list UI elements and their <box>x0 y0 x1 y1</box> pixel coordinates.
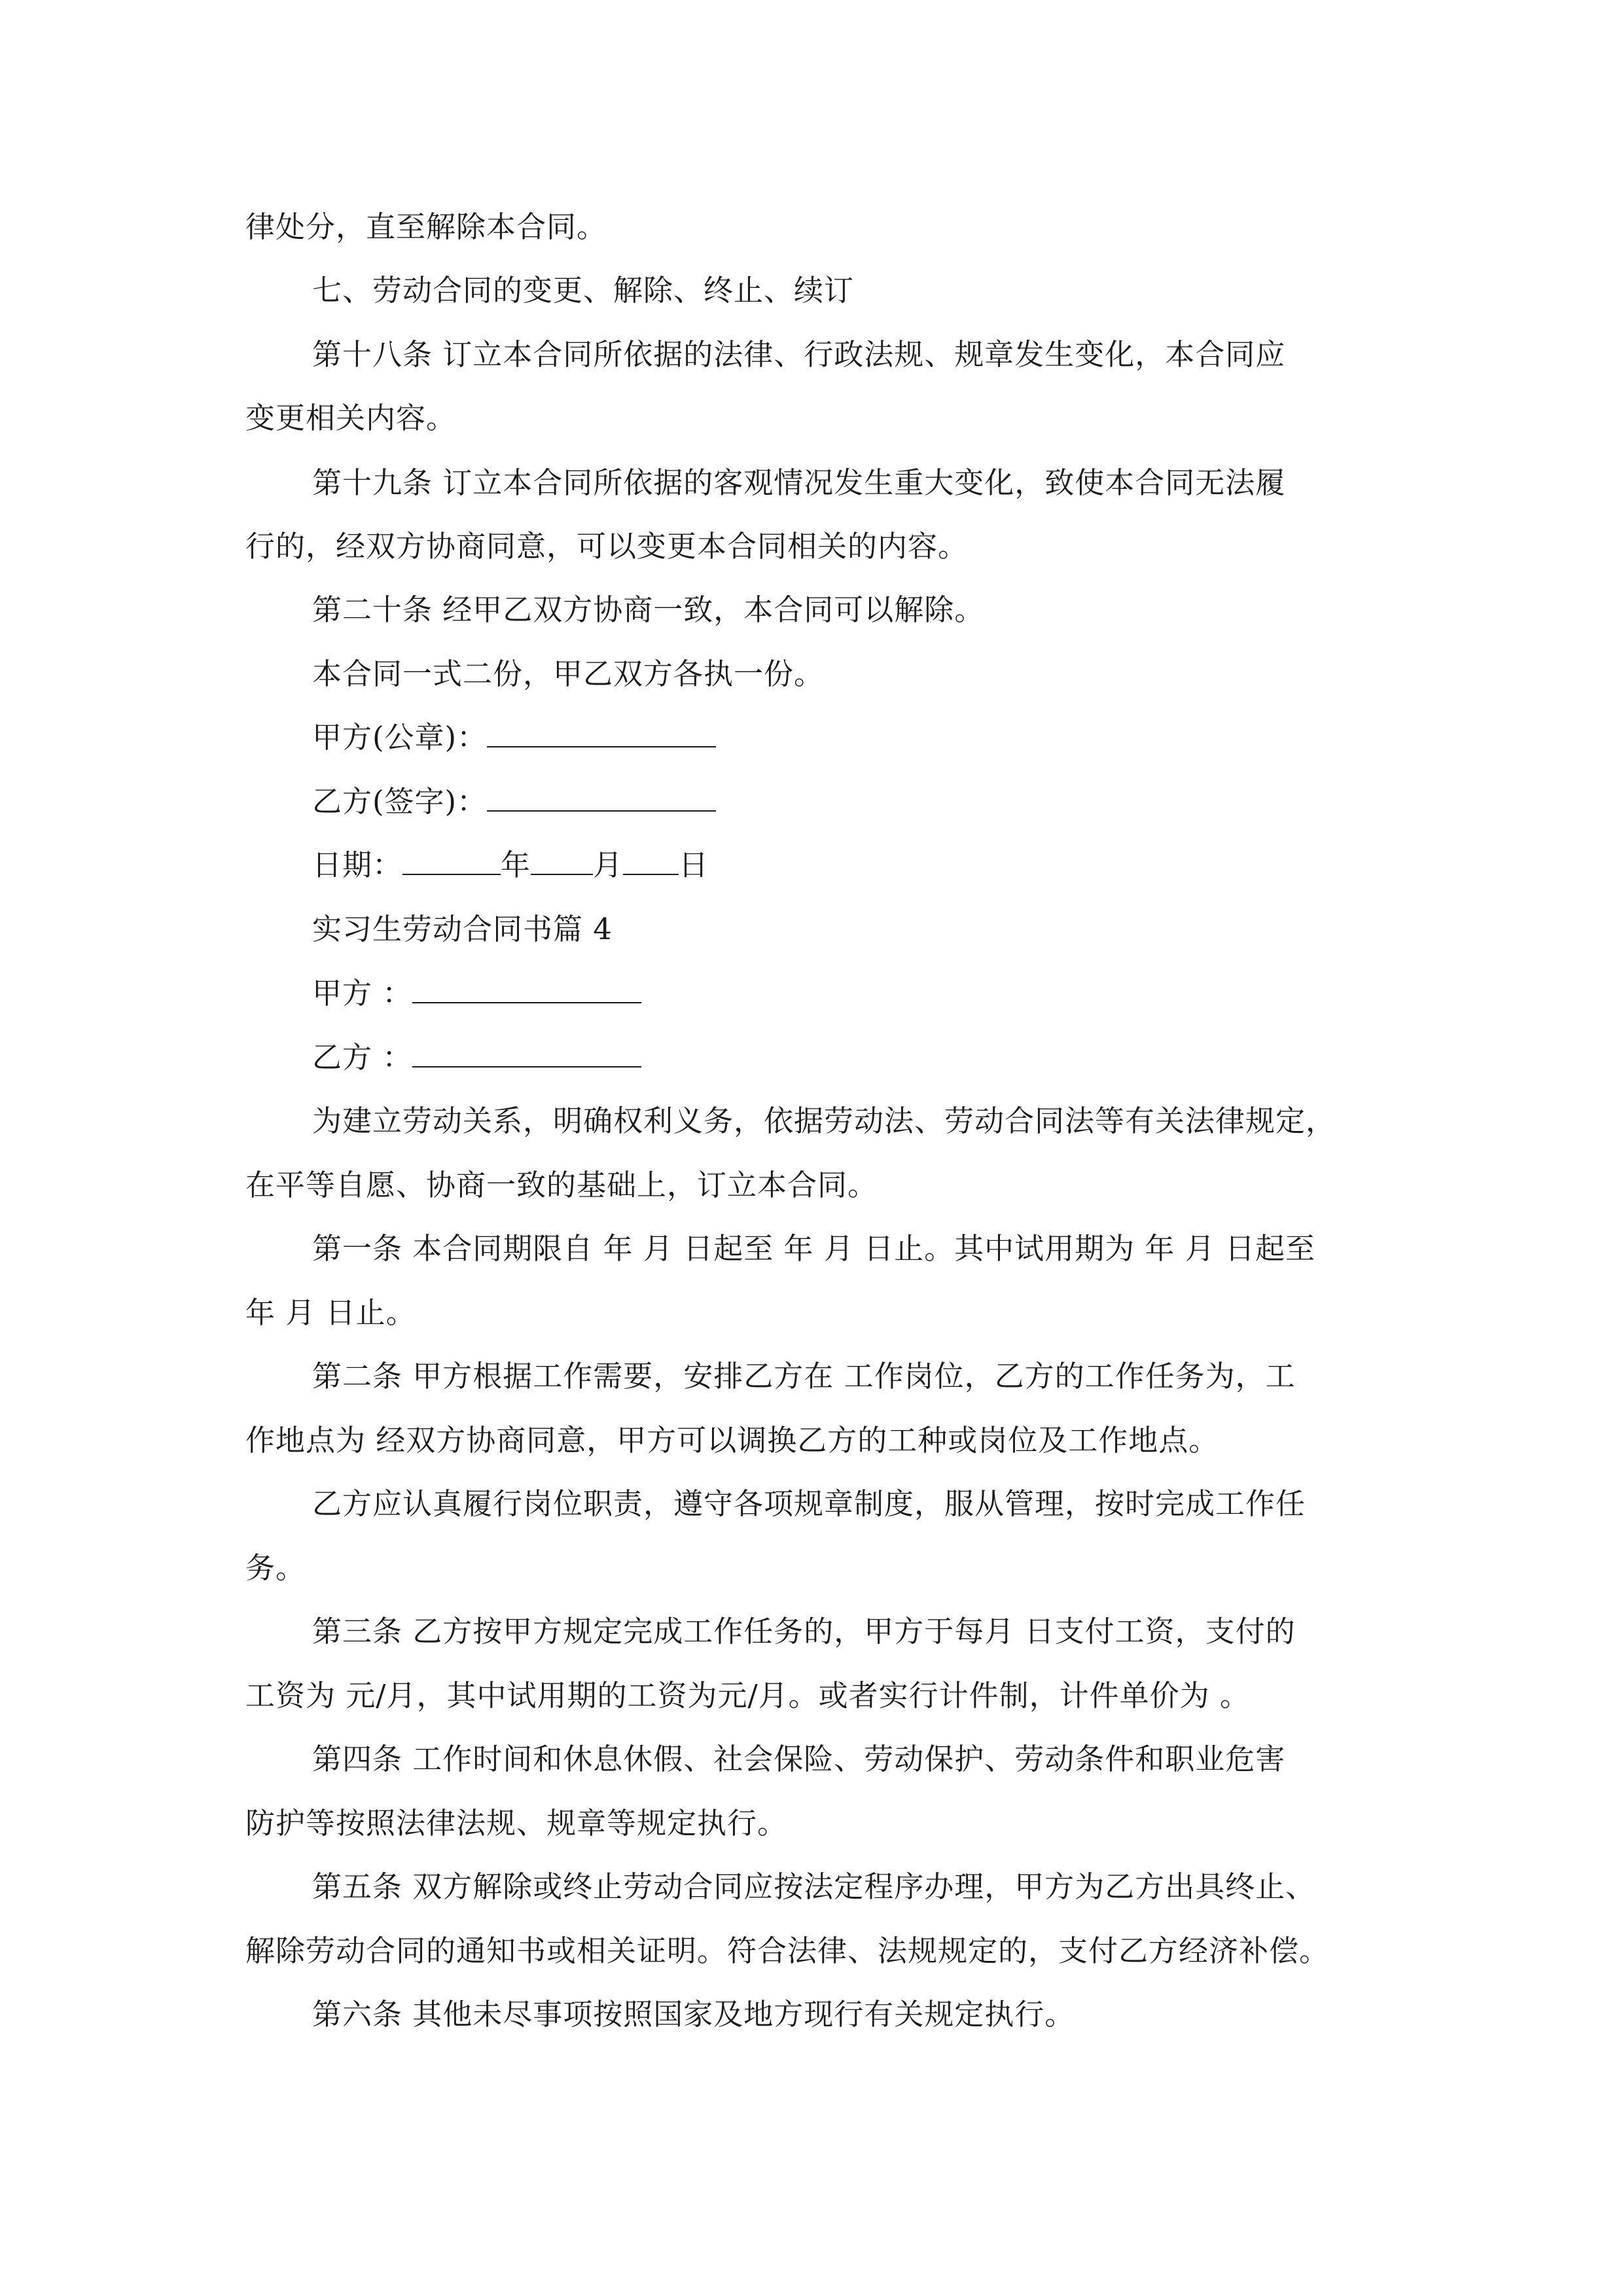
paragraph-line: 作地点为 经双方协商同意，甲方可以调换乙方的工种或岗位及工作地点。 <box>245 1423 1219 1458</box>
paragraph-line: 工资为 元/月，其中试用期的工资为元/月。或者实行计件制，计件单价为 。 <box>245 1678 1250 1713</box>
paragraph-line: 行的，经双方协商同意，可以变更本合同相关的内容。 <box>245 529 969 564</box>
paragraph-line: 防护等按照法律法规、规章等规定执行。 <box>245 1806 788 1840</box>
party-b-line <box>312 1037 641 1079</box>
signature-line-party-a <box>312 717 716 759</box>
day-label: 日 <box>679 848 709 882</box>
party-b-name-blank <box>412 1040 641 1067</box>
paragraph-line: 第六条 其他未尽事项按照国家及地方现行有关规定执行。 <box>312 1997 1075 2032</box>
paragraph-line: 在平等自愿、协商一致的基础上，订立本合同。 <box>245 1168 878 1202</box>
month-label: 月 <box>593 848 624 882</box>
party-b-sign-label: 乙方(签字)： <box>312 784 488 819</box>
paragraph-line: 务。 <box>245 1551 306 1585</box>
paragraph-line: 第一条 本合同期限自 年 月 日起至 年 月 日止。其中试用期为 年 月 日起至 <box>312 1231 1316 1266</box>
paragraph-line: 第十九条 订立本合同所依据的客观情况发生重大变化，致使本合同无法履 <box>312 465 1286 500</box>
paragraph-line: 第二十条 经甲乙双方协商一致，本合同可以解除。 <box>312 592 985 627</box>
paragraph-line: 解除劳动合同的通知书或相关证明。符合法律、法规规定的，支付乙方经济补偿。 <box>245 1933 1330 1968</box>
signature-line-party-b <box>312 781 716 823</box>
paragraph-line: 本合同一式二份，甲乙双方各执一份。 <box>312 656 825 691</box>
paragraph-line: 变更相关内容。 <box>245 401 457 435</box>
party-a-blank <box>487 720 716 747</box>
section-title: 实习生劳动合同书篇 4 <box>312 912 613 946</box>
month-blank <box>531 848 593 875</box>
date-line <box>312 844 709 886</box>
paragraph-line: 律处分，直至解除本合同。 <box>245 209 607 244</box>
paragraph-line: 第十八条 订立本合同所依据的法律、行政法规、规章发生变化，本合同应 <box>312 337 1286 372</box>
paragraph-line: 第五条 双方解除或终止劳动合同应按法定程序办理，甲方为乙方出具终止、 <box>312 1869 1316 1904</box>
party-a-seal-label: 甲方(公章)： <box>312 720 488 755</box>
year-label: 年 <box>501 848 531 882</box>
section-heading: 七、劳动合同的变更、解除、终止、续订 <box>312 273 855 308</box>
date-label: 日期： <box>312 848 403 882</box>
party-b-blank <box>487 784 716 812</box>
day-blank <box>623 848 679 875</box>
paragraph-line: 第三条 乙方按甲方规定完成工作任务的，甲方于每月 日支付工资，支付的 <box>312 1614 1296 1649</box>
party-a-line <box>312 973 641 1014</box>
year-blank <box>402 848 501 875</box>
party-a-name-blank <box>412 976 641 1003</box>
paragraph-line: 第二条 甲方根据工作需要，安排乙方在 工作岗位，乙方的工作任务为，工 <box>312 1359 1296 1393</box>
paragraph-line: 年 月 日止。 <box>245 1295 416 1330</box>
paragraph-line: 第四条 工作时间和休息休假、社会保险、劳动保护、劳动条件和职业危害 <box>312 1742 1286 1776</box>
paragraph-line: 乙方应认真履行岗位职责，遵守各项规章制度，服从管理，按时完成工作任 <box>312 1486 1306 1521</box>
paragraph-line: 为建立劳动关系，明确权利义务，依据劳动法、劳动合同法等有关法律规定， <box>312 1103 1336 1138</box>
party-a-label: 甲方 ： <box>312 976 413 1011</box>
party-b-label: 乙方 ： <box>312 1040 413 1075</box>
